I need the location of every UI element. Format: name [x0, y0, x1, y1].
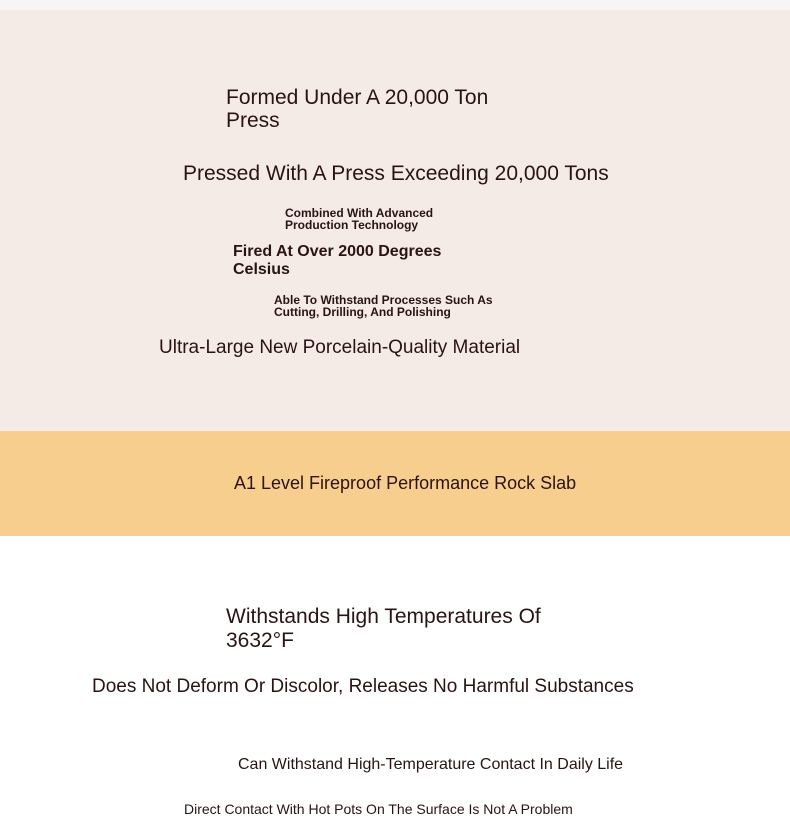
- hot-pots-text: Direct Contact With Hot Pots On The Surface Is Not A Problem: [184, 801, 573, 817]
- daily-contact-text: Can Withstand High-Temperature Contact In Daily Life: [238, 756, 624, 773]
- formed-under-press-heading: Formed Under A 20,000 Ton Press: [226, 86, 489, 132]
- ultra-large-material-heading: Ultra-Large New Porcelain-Quality Material: [159, 337, 521, 358]
- fired-temperature-text: Fired At Over 2000 Degrees Celsius: [233, 243, 442, 278]
- advanced-production-subtext: Combined With Advanced Production Technology: [285, 206, 434, 232]
- high-temperature-heading: Withstands High Temperatures Of 3632°F: [226, 605, 541, 652]
- fireproof-rock-slab-heading: A1 Level Fireproof Performance Rock Slab: [234, 473, 577, 493]
- no-deform-heading: Does Not Deform Or Discolor, Releases No Harmful Substances: [92, 676, 634, 697]
- pressed-with-press-heading: Pressed With A Press Exceeding 20,000 Tons: [183, 162, 609, 185]
- processing-capability-subtext: Able To Withstand Processes Such As Cutting, Drilling, And Polishing: [274, 293, 493, 319]
- top-divider-strip: [0, 0, 790, 10]
